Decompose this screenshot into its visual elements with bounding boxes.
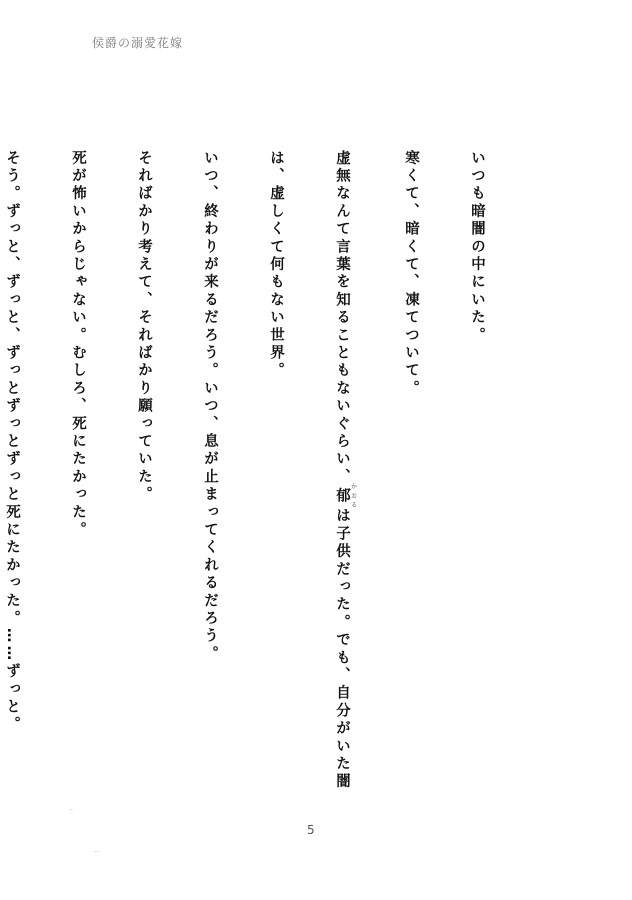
scan-speck: .. [94, 845, 100, 854]
paragraph [331, 150, 356, 830]
paragraph: 寒くて、暗くて、凍てついて。 [403, 150, 419, 398]
paragraph: そう。ずっと、ずっと、ずっとずっとずっと死にたかった。……ずっと。 [4, 150, 20, 735]
paragraph: は、虚しくて何もない世界。 [268, 150, 284, 381]
paragraph: いつも暗闇の中にいた。 [469, 150, 485, 345]
ruby-reading: かおる [349, 483, 357, 511]
paragraph-text: は子供だった。でも、自分がいた闇 [334, 507, 350, 792]
paragraph: いつ、終わりが来るだろう。いつ、息が止まってくれるだろう。 [202, 150, 218, 664]
paragraph: 死が怖いからじゃない。むしろ、死にたかった。 [70, 150, 86, 540]
paragraph-text: 虚無なんて言葉を知ることもないぐらい、 [334, 150, 350, 487]
ruby-base: 郁 [334, 483, 350, 511]
page-number: 5 [307, 823, 315, 837]
ruby-annotation [334, 483, 357, 511]
vertical-body-text [0, 150, 532, 830]
paragraph: そればかり考えて、そればかり願っていた。 [136, 150, 152, 504]
scan-speck: - [70, 805, 73, 814]
running-header-title: 侯爵の溺愛花嫁 [92, 36, 184, 50]
